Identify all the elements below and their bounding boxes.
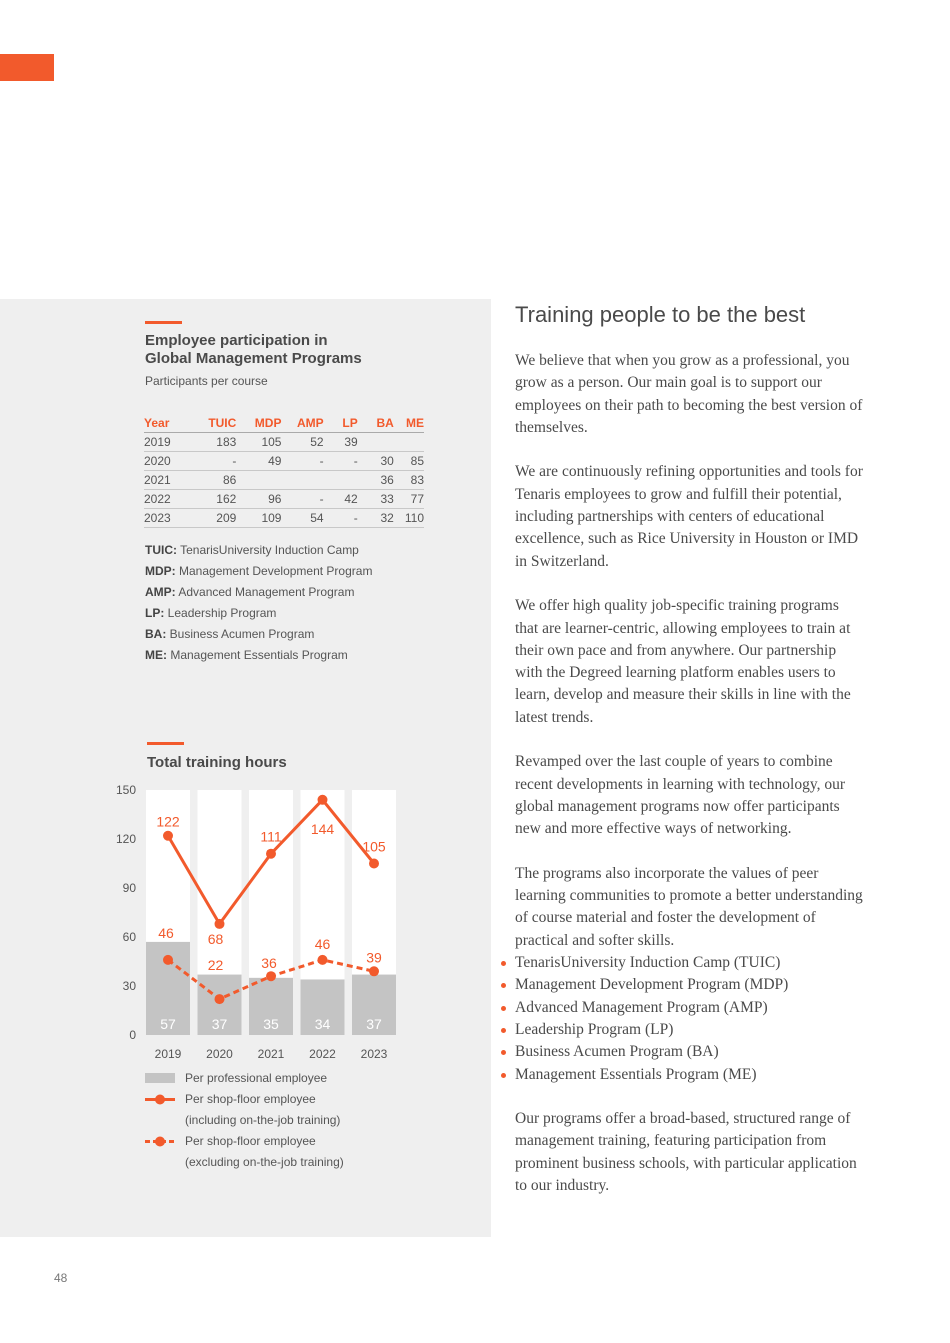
definition-text: Leadership Program	[164, 606, 277, 620]
legend-label: Per shop-floor employee	[185, 1134, 316, 1148]
header-tuic: TUIC	[196, 414, 236, 433]
data-label-excluding: 39	[366, 949, 382, 966]
table-cell: 162	[196, 490, 236, 509]
table-cell: 42	[324, 490, 358, 509]
table-cell: 52	[281, 433, 323, 452]
paragraph: Revamped over the last couple of years to combine recent developments in learning with technology, our global management programs now offer participants new and more effective ways of networking.	[515, 753, 845, 838]
list-item: Leadership Program (LP)	[515, 1019, 865, 1041]
legend-label: Per professional employee	[185, 1071, 328, 1085]
legend-label: Per shop-floor employee	[185, 1092, 316, 1106]
table-cell: 39	[324, 433, 358, 452]
table-cell: 33	[358, 490, 394, 509]
legend-item-shopfloor-excluding	[145, 1131, 344, 1152]
paragraph: We are continuously refining opportunities and tools for Tenaris employees to grow and fulfill their potential, including partnerships with centers of educational excellence, such as Rice University in Houston or IMD in Switzerland.	[515, 463, 863, 570]
table-cell: 49	[236, 452, 281, 471]
table-header-row	[144, 414, 424, 433]
table-row	[144, 433, 424, 452]
data-point-excluding	[318, 955, 328, 965]
table-cell: 2020	[144, 452, 196, 471]
header-year: Year	[144, 414, 196, 433]
data-point-including	[266, 849, 276, 859]
table-cell: 86	[196, 471, 236, 490]
table-row	[144, 452, 424, 471]
list-item: Business Acumen Program (BA)	[515, 1041, 865, 1063]
table-cell	[281, 471, 323, 490]
definition-text: Management Development Program	[175, 564, 373, 578]
table-cell: -	[196, 452, 236, 471]
paragraph: We believe that when you grow as a professional, you grow as a person. Our main goal is to support our employees on their path to becoming the best version of themselves.	[515, 352, 863, 436]
table-cell: -	[281, 452, 323, 471]
chart-accent-dash	[147, 742, 184, 745]
table-cell: 36	[358, 471, 394, 490]
table-cell	[236, 471, 281, 490]
y-tick-label: 60	[122, 930, 136, 944]
definition-item	[145, 540, 372, 561]
x-tick-label: 2020	[206, 1047, 233, 1061]
data-label-excluding: 22	[207, 957, 224, 974]
data-point-including	[318, 795, 328, 805]
definition-abbr: LP:	[145, 606, 165, 620]
list-item: Advanced Management Program (AMP)	[515, 997, 865, 1019]
program-list	[515, 952, 865, 1086]
definition-text: Advanced Management Program	[175, 585, 355, 599]
definition-item	[145, 561, 372, 582]
definition-abbr: AMP:	[145, 585, 176, 599]
table-cell: 2023	[144, 509, 196, 528]
bar-value-label: 57	[160, 1016, 176, 1032]
header-mdp: MDP	[236, 414, 281, 433]
bar-value-label: 37	[366, 1016, 382, 1032]
participation-table	[144, 414, 424, 528]
definition-abbr: TUIC:	[145, 543, 177, 557]
data-point-excluding	[369, 966, 379, 976]
x-tick-label: 2021	[257, 1047, 285, 1061]
page-number: 48	[54, 1271, 68, 1285]
data-point-including	[369, 859, 379, 869]
legend-label-continuation: (excluding on-the-job training)	[185, 1155, 344, 1169]
participation-accent-dash	[145, 321, 182, 324]
paragraph: Our programs offer a broad-based, structured range of management training, featuring participation from prominent business schools, with particular application to our industry.	[515, 1110, 857, 1194]
table-cell: 54	[281, 509, 323, 528]
training-hours-chart	[100, 780, 410, 1065]
table-cell: -	[281, 490, 323, 509]
table-cell: 83	[394, 471, 424, 490]
table-cell: 85	[394, 452, 424, 471]
data-point-including	[215, 919, 225, 929]
table-cell: 105	[236, 433, 281, 452]
participation-subtitle: Participants per course	[145, 374, 268, 388]
header-me: ME	[394, 414, 424, 433]
participation-title-line2: Global Management Programs	[145, 350, 362, 367]
legend-swatch-dashed-line	[145, 1131, 177, 1152]
article-title: Training people to be the best	[515, 302, 806, 327]
data-label-including: 105	[362, 838, 386, 855]
definition-item	[145, 603, 372, 624]
data-label-excluding: 46	[158, 924, 174, 941]
header-amp: AMP	[281, 414, 323, 433]
data-label-including: 111	[260, 828, 282, 845]
definition-abbr: ME:	[145, 648, 167, 662]
participation-title-line1: Employee participation in	[145, 332, 328, 349]
header-lp: LP	[324, 414, 358, 433]
y-tick-label: 30	[122, 979, 136, 993]
y-tick-label: 90	[122, 881, 136, 895]
table-cell: 77	[394, 490, 424, 509]
y-tick-label: 120	[115, 832, 136, 846]
data-point-excluding	[163, 955, 173, 965]
legend-item-professional	[145, 1068, 344, 1089]
list-item: Management Essentials Program (ME)	[515, 1064, 865, 1086]
paragraph: The programs also incorporate the values of peer learning communities to promote a better understanding of course material and foster the development of practical and softer skills.	[515, 864, 863, 949]
chart-legend	[145, 1068, 344, 1173]
paragraph: We offer high quality job-specific training programs that are learner-centric, allowing employees to train at their own pace and from anywhere. Our partnership with the Degreed learning platform enables users to learn, develop and measure their skills in line with the latest trends.	[515, 597, 851, 726]
article-body	[515, 350, 865, 1220]
x-tick-label: 2023	[360, 1047, 388, 1061]
table-cell	[394, 433, 424, 452]
data-label-including: 122	[156, 813, 180, 830]
table-row	[144, 490, 424, 509]
y-tick-label: 0	[129, 1028, 136, 1042]
y-tick-label: 150	[115, 783, 136, 797]
legend-swatch-bar	[145, 1068, 177, 1089]
table-cell: 109	[236, 509, 281, 528]
table-cell: 30	[358, 452, 394, 471]
definition-abbr: BA:	[145, 627, 167, 641]
x-tick-label: 2022	[309, 1047, 336, 1061]
table-cell	[324, 471, 358, 490]
data-label-excluding: 36	[261, 955, 277, 972]
definition-text: Management Essentials Program	[167, 648, 348, 662]
table-cell: 110	[394, 509, 424, 528]
table-cell: 2021	[144, 471, 196, 490]
section-accent-tab	[0, 54, 54, 81]
definition-abbr: MDP:	[145, 564, 176, 578]
table-cell: 2022	[144, 490, 196, 509]
table-cell: -	[324, 452, 358, 471]
definition-item	[145, 582, 372, 603]
table-cell: 96	[236, 490, 281, 509]
chart-title: Total training hours	[147, 754, 287, 771]
table-row	[144, 471, 424, 490]
bar-value-label: 37	[211, 1016, 228, 1032]
table-cell: 32	[358, 509, 394, 528]
definition-text: Business Acumen Program	[166, 627, 315, 641]
bar-value-label: 34	[314, 1016, 331, 1032]
table-cell	[358, 433, 394, 452]
definition-item	[145, 624, 372, 645]
table-cell: 2019	[144, 433, 196, 452]
legend-swatch-solid-line	[145, 1089, 177, 1110]
header-ba: BA	[358, 414, 394, 433]
data-label-including: 144	[310, 820, 335, 837]
abbreviation-list	[145, 540, 372, 666]
table-cell: 209	[196, 509, 236, 528]
participation-title	[145, 332, 362, 368]
x-tick-label: 2019	[154, 1047, 182, 1061]
legend-label-continuation: (including on-the-job training)	[185, 1113, 341, 1127]
data-label-including: 68	[207, 930, 224, 947]
legend-item-shopfloor-including	[145, 1089, 344, 1110]
table-cell: 183	[196, 433, 236, 452]
bar-value-label: 35	[263, 1016, 279, 1032]
definition-text: TenarisUniversity Induction Camp	[177, 543, 359, 557]
data-point-excluding	[215, 994, 225, 1004]
data-label-excluding: 46	[314, 935, 331, 952]
definition-item	[145, 645, 372, 666]
list-item: TenarisUniversity Induction Camp (TUIC)	[515, 952, 865, 974]
data-point-including	[163, 831, 173, 841]
table-cell: -	[324, 509, 358, 528]
data-point-excluding	[266, 971, 276, 981]
table-row	[144, 509, 424, 528]
list-item: Management Development Program (MDP)	[515, 974, 865, 996]
